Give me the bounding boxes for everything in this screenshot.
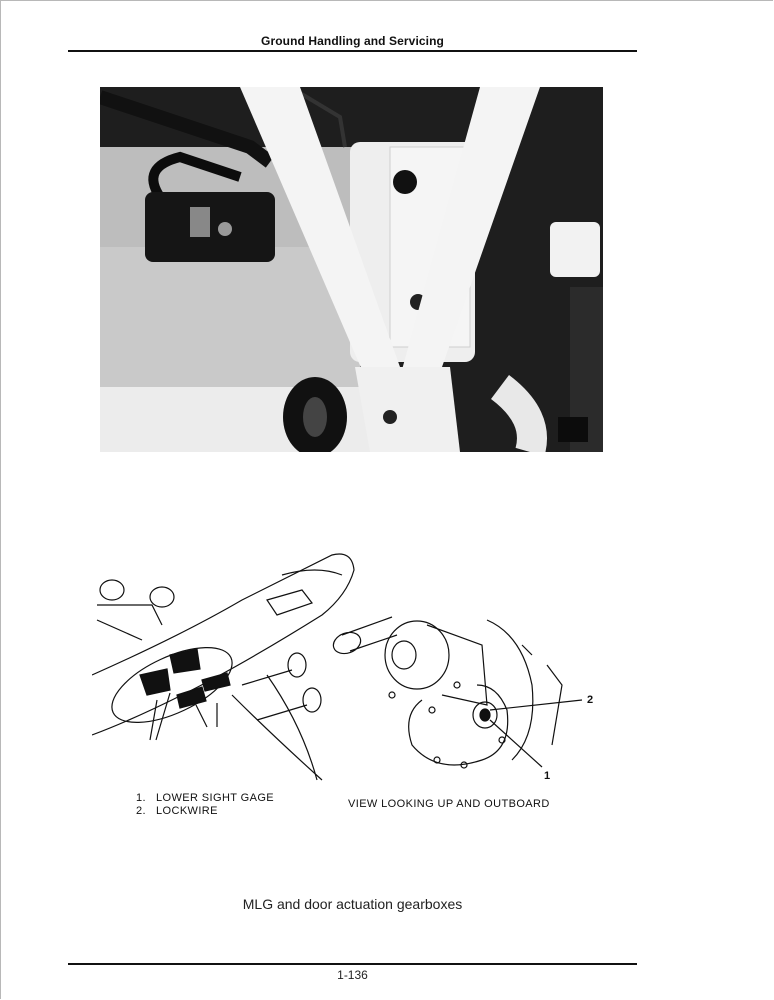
legend-label: LOWER SIGHT GAGE	[156, 792, 275, 804]
diagram-legend	[136, 792, 274, 818]
header-rule	[68, 50, 637, 52]
legend-item	[136, 805, 274, 818]
legend-number: 2.	[136, 805, 146, 817]
footer-rule	[68, 963, 637, 965]
page-header-title: Ground Handling and Servicing	[261, 34, 444, 48]
legend-number: 1.	[136, 792, 146, 804]
callout-1: 1	[544, 770, 551, 782]
page-number: 1-136	[337, 968, 368, 982]
callout-2: 2	[587, 694, 594, 706]
gearbox-photo	[100, 87, 603, 452]
view-label: VIEW LOOKING UP AND OUTBOARD	[348, 798, 550, 810]
legend-item	[136, 792, 274, 805]
legend-label: LOCKWIRE	[156, 805, 218, 817]
gearbox-location-diagram	[92, 545, 612, 785]
figure-caption: MLG and door actuation gearboxes	[242, 896, 463, 912]
